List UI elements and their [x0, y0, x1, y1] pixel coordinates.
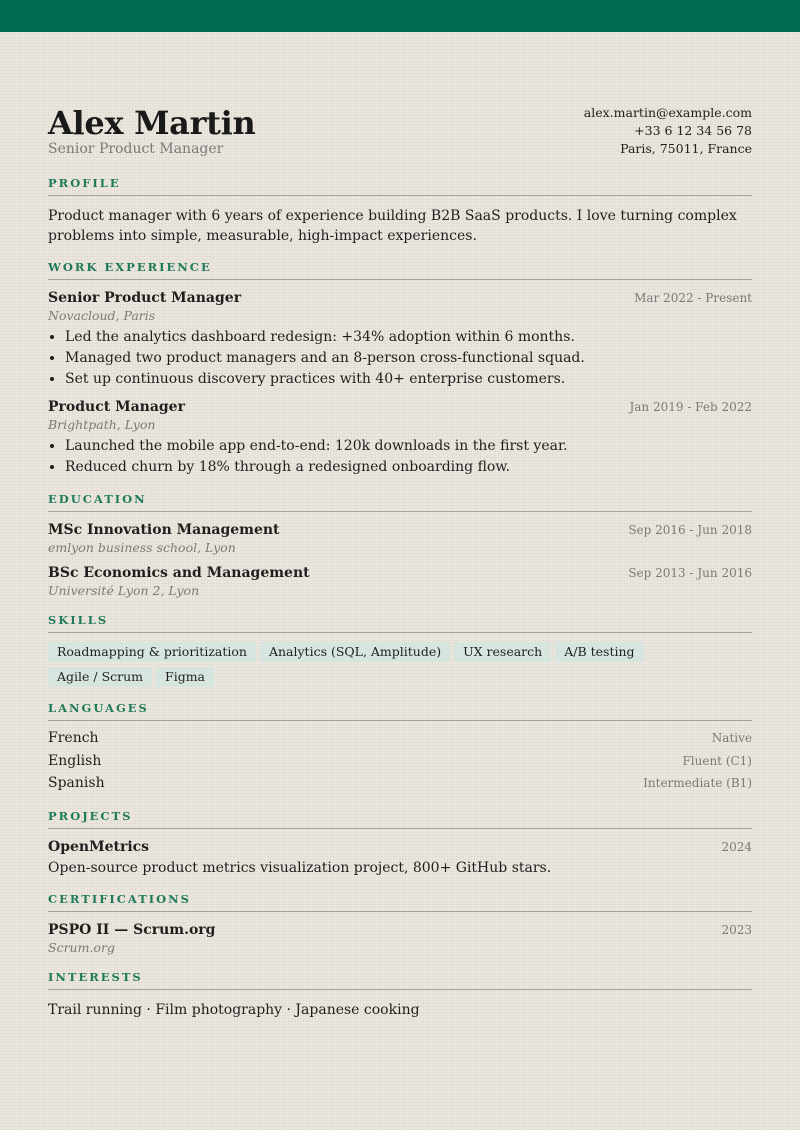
skills-list: [48, 642, 752, 687]
language-level: Intermediate (B1): [643, 776, 752, 790]
job-title: Product Manager: [48, 399, 185, 415]
interests-list: Trail running · Film photography · Japanese cooking: [48, 1001, 420, 1018]
skill-chip: Roadmapping & prioritization: [48, 642, 256, 662]
school-name: emlyon business school, Lyon: [48, 540, 236, 555]
skill-chip: A/B testing: [555, 642, 643, 662]
job-company: Novacloud, Paris: [48, 308, 156, 323]
language-name: English: [48, 752, 102, 769]
skill-chip: Figma: [156, 667, 214, 687]
section-title-projects: PROJECTS: [48, 809, 752, 829]
achievement-item: • Managed two product managers and an 8-person cross-functional squad.: [65, 348, 752, 369]
section-title-skills: SKILLS: [48, 613, 752, 633]
job-achievements: [48, 436, 752, 478]
achievement-item: • Reduced churn by 18% through a redesigned onboarding flow.: [65, 457, 752, 478]
resume-header: [48, 104, 752, 160]
language-row: [48, 727, 752, 750]
degree-title: BSc Economics and Management: [48, 565, 310, 581]
certification-entry: [48, 921, 752, 956]
section-title-certifications: CERTIFICATIONS: [48, 892, 752, 912]
project-description: Open-source product metrics visualization project, 800+ GitHub stars.: [48, 859, 552, 876]
section-title-profile: PROFILE: [48, 176, 752, 196]
section-title-work: WORK EXPERIENCE: [48, 260, 752, 280]
education-entry: [48, 521, 752, 556]
job-dates: Jan 2019 - Feb 2022: [629, 400, 752, 414]
resume-page: [48, 104, 752, 1020]
top-accent-bar: [0, 0, 800, 32]
contact-email: alex.martin@example.com: [583, 105, 752, 120]
contact-block: [584, 104, 752, 158]
section-title-interests: INTERESTS: [48, 970, 752, 990]
contact-location: Paris, 75011, France: [620, 141, 752, 156]
project-year: 2024: [721, 839, 752, 854]
job-dates: Mar 2022 - Present: [634, 291, 752, 305]
school-name: Université Lyon 2, Lyon: [48, 583, 200, 598]
candidate-role: Senior Product Manager: [48, 141, 224, 157]
section-title-education: EDUCATION: [48, 492, 752, 512]
candidate-name: Alex Martin: [48, 104, 256, 142]
work-entry: [48, 289, 752, 390]
job-title: Senior Product Manager: [48, 290, 242, 306]
certification-year: 2023: [721, 922, 752, 937]
education-entry: [48, 564, 752, 599]
language-row: [48, 750, 752, 773]
contact-phone: +33 6 12 34 56 78: [634, 123, 752, 138]
job-achievements: [48, 327, 752, 390]
job-company: Brightpath, Lyon: [48, 417, 156, 432]
degree-dates: Sep 2013 - Jun 2016: [628, 566, 752, 580]
skill-chip: UX research: [454, 642, 551, 662]
achievement-item: • Launched the mobile app end-to-end: 120k downloads in the first year.: [65, 436, 752, 457]
project-name: OpenMetrics: [48, 838, 150, 855]
languages-list: [48, 727, 752, 795]
project-entry: [48, 838, 752, 878]
skill-chip: Analytics (SQL, Amplitude): [260, 642, 450, 662]
degree-dates: Sep 2016 - Jun 2018: [628, 523, 752, 537]
certification-name: PSPO II — Scrum.org: [48, 921, 216, 938]
language-level: Native: [711, 731, 752, 745]
profile-summary: Product manager with 6 years of experience building B2B SaaS products. I love turning complex problems into simple, measurable, high-impact experiences.: [48, 208, 737, 244]
language-name: French: [48, 730, 99, 746]
skill-chip: Agile / Scrum: [48, 667, 152, 687]
section-title-languages: LANGUAGES: [48, 701, 752, 721]
language-name: Spanish: [48, 775, 105, 791]
language-level: Fluent (C1): [682, 753, 752, 768]
work-entry: [48, 398, 752, 478]
language-row: [48, 772, 752, 795]
certification-issuer: Scrum.org: [48, 939, 115, 955]
degree-title: MSc Innovation Management: [48, 522, 280, 538]
achievement-item: • Set up continuous discovery practices with 40+ enterprise customers.: [65, 369, 752, 390]
achievement-item: • Led the analytics dashboard redesign: +34% adoption within 6 months.: [65, 327, 752, 348]
